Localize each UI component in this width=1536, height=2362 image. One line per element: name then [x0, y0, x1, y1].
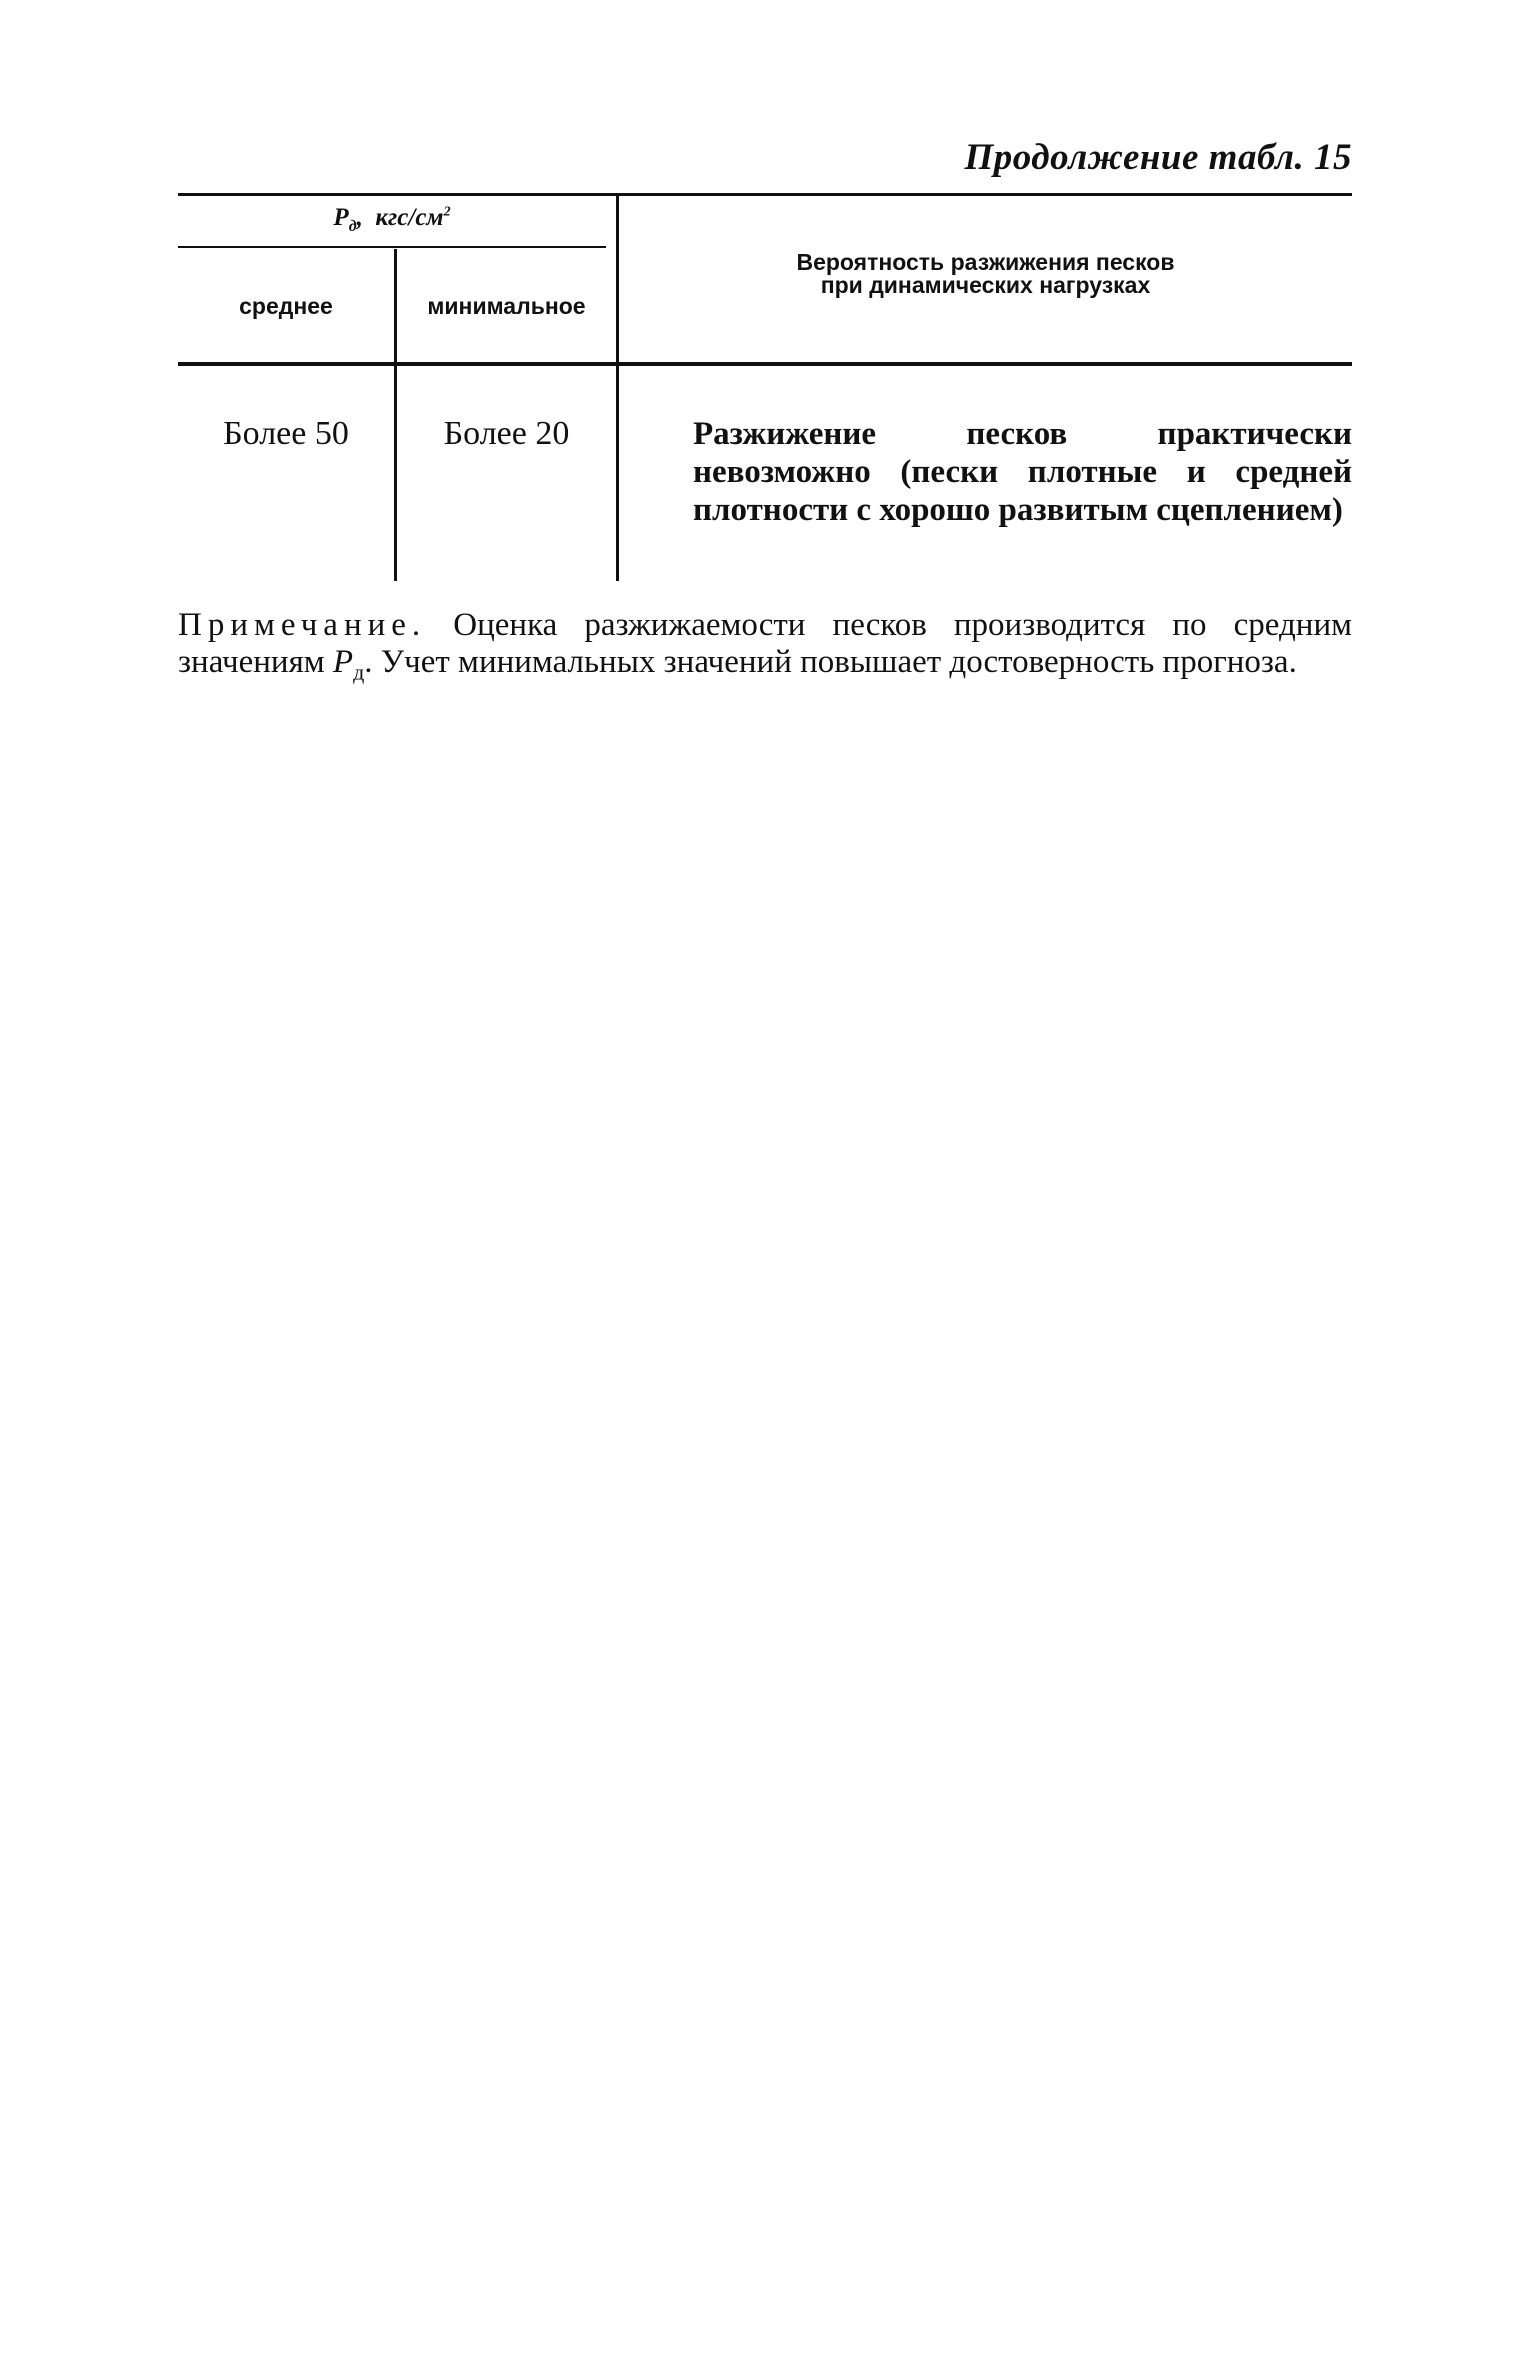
table-note [178, 607, 1352, 691]
table-top-rule [178, 193, 1352, 196]
group-header-rule [178, 246, 606, 248]
table-cell-minimum: Более 20 [443, 415, 570, 452]
pd-subscript: д [348, 218, 357, 235]
column-header-probability [619, 251, 1352, 297]
table-cell-description: Разжижение песков практически невозможно (пески плотные и средней плотности с хорошо развитым сцеплением) [693, 416, 1352, 528]
probability-header-line-1: Вероятность разжижения песков [796, 249, 1175, 275]
column-header-minimum: минимальное [427, 293, 586, 319]
header-bottom-rule [178, 362, 1352, 366]
sand-liquefaction-table [178, 193, 1352, 581]
table-cell-average: Более 50 [223, 415, 349, 452]
note-text-after: . Учет минимальных значений повышает достоверность прогноза. [364, 644, 1297, 680]
note-text-before: Оценка разжижаемости песков производится по средним значениям [178, 607, 1352, 680]
note-pd-symbol: $P_д$ [332, 644, 365, 685]
pd-unit: кгс/см [375, 204, 444, 231]
probability-header-line-2: при динамических нагрузках [820, 272, 1151, 298]
column-header-average: среднее [239, 293, 333, 319]
note-label: Примечание. [178, 607, 427, 643]
pd-symbol: P [333, 204, 349, 231]
table-continuation-caption: Продолжение табл. 15 [964, 137, 1352, 178]
pressure-group-header: $P_д$, кгс/$см^2$ [333, 204, 451, 235]
pd-unit-superscript: 2 [443, 204, 451, 220]
